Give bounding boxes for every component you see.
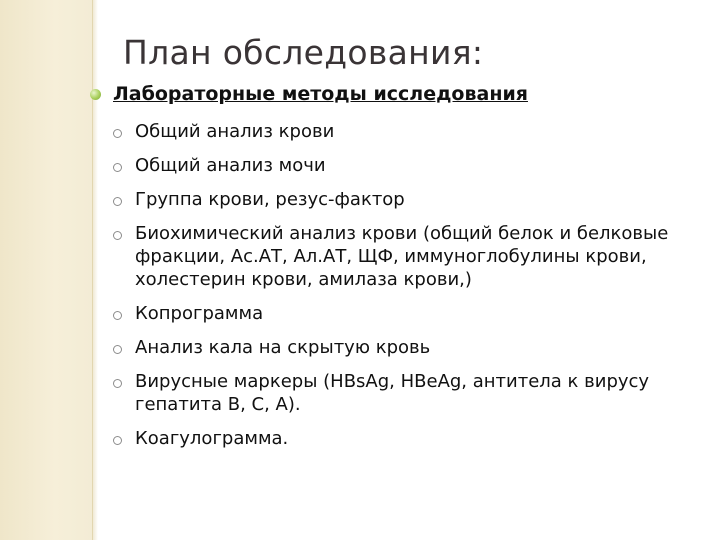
list-item — [113, 188, 703, 211]
hollow-circle-bullet-icon — [113, 129, 122, 138]
hollow-circle-bullet-icon — [113, 345, 122, 354]
green-circle-bullet-icon — [90, 89, 101, 100]
list-item-text: Вирусные маркеры (HBsAg, HBeAg, антитела к вирусу гепатита В, С, А). — [135, 371, 650, 415]
list-item — [113, 336, 703, 359]
list-item — [113, 302, 703, 325]
list-item-text: Анализ кала на скрытую кровь — [135, 337, 431, 358]
section-heading-row — [90, 83, 528, 105]
hollow-circle-bullet-icon — [113, 311, 122, 320]
hollow-circle-bullet-icon — [113, 436, 122, 445]
hollow-circle-bullet-icon — [113, 379, 122, 388]
hollow-circle-bullet-icon — [113, 231, 122, 240]
list-item-text: Биохимический анализ крови (общий белок и белковые фракции, Ас.АТ, Ал.АТ, ЩФ, иммуноглобулины крови, холестерин крови, амилаза крови,) — [135, 223, 669, 290]
list-item-text: Копрограмма — [135, 303, 264, 324]
decorative-side-stripe — [0, 0, 93, 540]
list-item-text: Общий анализ мочи — [135, 155, 326, 176]
list-item-text: Общий анализ крови — [135, 121, 335, 142]
bullet-list — [113, 120, 703, 461]
list-item-text: Группа крови, резус-фактор — [135, 189, 405, 210]
list-item — [113, 370, 703, 416]
stripe-shadow — [92, 0, 98, 540]
list-item — [113, 427, 703, 450]
hollow-circle-bullet-icon — [113, 163, 122, 172]
slide-title: План обследования: — [123, 33, 484, 72]
list-item — [113, 120, 703, 143]
hollow-circle-bullet-icon — [113, 197, 122, 206]
list-item-text: Коагулограмма. — [135, 428, 289, 449]
section-heading: Лабораторные методы исследования — [113, 83, 528, 105]
list-item — [113, 222, 703, 291]
list-item — [113, 154, 703, 177]
